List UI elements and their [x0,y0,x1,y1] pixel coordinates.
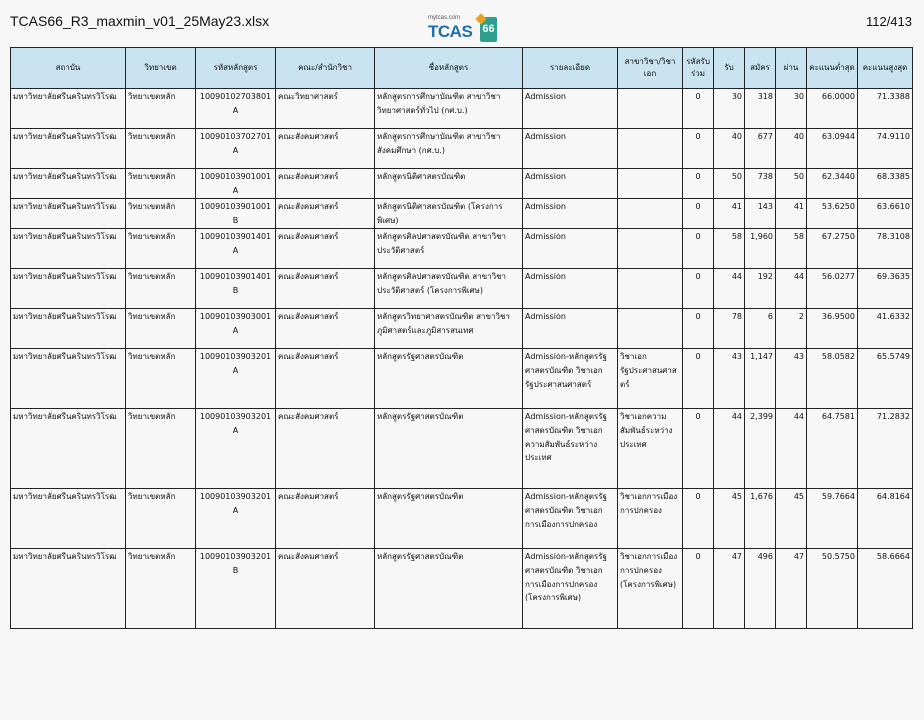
col-major: สาขาวิชา/วิชาเอก [618,48,683,89]
table-row [11,169,913,199]
cell-program-code: 10090103903201A [196,409,276,489]
col-pass: ผ่าน [776,48,807,89]
table-row [11,129,913,169]
cell-campus: วิทยาเขตหลัก [126,169,196,199]
cell-min-score: 62.3440 [807,169,858,199]
cell-detail: Admission [523,229,618,269]
cell-program-name: หลักสูตรนิติศาสตรบัณฑิต [375,169,523,199]
cell-major [618,129,683,169]
cell-faculty: คณะสังคมศาสตร์ [276,269,375,309]
cell-faculty: คณะวิทยาศาสตร์ [276,89,375,129]
cell-max-score: 68.3385 [858,169,913,199]
cell-campus: วิทยาเขตหลัก [126,409,196,489]
cell-apply: 2,399 [745,409,776,489]
cell-accept: 58 [714,229,745,269]
cell-joint-code: 0 [683,409,714,489]
cell-institution: มหาวิทยาลัยศรีนครินทรวิโรฒ [11,349,126,409]
cell-faculty: คณะสังคมศาสตร์ [276,489,375,549]
cell-detail: Admission-หลักสูตรรัฐศาสตรบัณฑิต วิชาเอกการเมืองการปกครอง (โครงการพิเศษ) [523,549,618,629]
cell-accept: 45 [714,489,745,549]
cell-program-code: 10090103901401A [196,229,276,269]
cell-major: วิชาเอกรัฐประศาสนศาสตร์ [618,349,683,409]
cell-accept: 50 [714,169,745,199]
table-header-row [11,48,913,89]
cell-accept: 40 [714,129,745,169]
cell-apply: 496 [745,549,776,629]
cell-joint-code: 0 [683,269,714,309]
table-body [11,89,913,629]
file-name: TCAS66_R3_maxmin_v01_25May23.xlsx [10,13,270,29]
cell-program-name: หลักสูตรรัฐศาสตรบัณฑิต [375,549,523,629]
col-faculty: คณะ/สำนักวิชา [276,48,375,89]
cell-major [618,89,683,129]
cell-min-score: 59.7664 [807,489,858,549]
cell-program-name: หลักสูตรการศึกษาบัณฑิต สาขาวิชาวิทยาศาสตร์ทั่วไป (กศ.บ.) [375,89,523,129]
cell-institution: มหาวิทยาลัยศรีนครินทรวิโรฒ [11,549,126,629]
cell-faculty: คณะสังคมศาสตร์ [276,349,375,409]
cell-joint-code: 0 [683,129,714,169]
cell-apply: 318 [745,89,776,129]
table-row [11,269,913,309]
cell-joint-code: 0 [683,549,714,629]
page-number: 112/413 [865,14,912,29]
cell-max-score: 41.6332 [858,309,913,349]
logo-number-badge: 66 [480,17,497,42]
cell-program-name: หลักสูตรศิลปศาสตรบัณฑิต สาขาวิชาประวัติศาสตร์ (โครงการพิเศษ) [375,269,523,309]
cell-joint-code: 0 [683,199,714,229]
cell-program-name: หลักสูตรวิทยาศาสตรบัณฑิต สาขาวิชาภูมิศาสตร์และภูมิสารสนเทศ [375,309,523,349]
cell-institution: มหาวิทยาลัยศรีนครินทรวิโรฒ [11,199,126,229]
col-institution: สถาบัน [11,48,126,89]
cell-major: วิชาเอกความสัมพันธ์ระหว่างประเทศ [618,409,683,489]
col-accept: รับ [714,48,745,89]
cell-max-score: 74.9110 [858,129,913,169]
cell-program-code: 10090103903201A [196,349,276,409]
cell-detail: Admission-หลักสูตรรัฐศาสตรบัณฑิต วิชาเอกความสัมพันธ์ระหว่างประเทศ [523,409,618,489]
col-joint-code: รหัสรับร่วม [683,48,714,89]
cell-pass: 50 [776,169,807,199]
cell-detail: Admission [523,89,618,129]
cell-campus: วิทยาเขตหลัก [126,229,196,269]
col-min-score: คะแนนต่ำสุด [807,48,858,89]
cell-max-score: 64.8164 [858,489,913,549]
cell-pass: 44 [776,269,807,309]
cell-major [618,269,683,309]
cell-pass: 45 [776,489,807,549]
cell-pass: 43 [776,349,807,409]
cell-apply: 738 [745,169,776,199]
cell-min-score: 58.0582 [807,349,858,409]
table-row [11,199,913,229]
col-campus: วิทยาเขต [126,48,196,89]
cell-institution: มหาวิทยาลัยศรีนครินทรวิโรฒ [11,229,126,269]
cell-campus: วิทยาเขตหลัก [126,89,196,129]
table-row [11,349,913,409]
col-max-score: คะแนนสูงสุด [858,48,913,89]
table-row [11,89,913,129]
cell-campus: วิทยาเขตหลัก [126,309,196,349]
cell-apply: 1,960 [745,229,776,269]
cell-program-name: หลักสูตรรัฐศาสตรบัณฑิต [375,349,523,409]
cell-max-score: 78.3108 [858,229,913,269]
cell-apply: 6 [745,309,776,349]
table-row [11,549,913,629]
admission-table [10,47,913,629]
cell-pass: 30 [776,89,807,129]
cell-min-score: 64.7581 [807,409,858,489]
cell-accept: 43 [714,349,745,409]
col-apply: สมัคร [745,48,776,89]
cell-institution: มหาวิทยาลัยศรีนครินทรวิโรฒ [11,309,126,349]
cell-campus: วิทยาเขตหลัก [126,549,196,629]
cell-min-score: 56.0277 [807,269,858,309]
logo-word: TCAS [428,22,473,41]
cell-joint-code: 0 [683,229,714,269]
cell-min-score: 50.5750 [807,549,858,629]
cell-apply: 1,676 [745,489,776,549]
cell-program-code: 10090103903201A [196,489,276,549]
cell-min-score: 63.0944 [807,129,858,169]
cell-detail: Admission [523,269,618,309]
cell-campus: วิทยาเขตหลัก [126,349,196,409]
page-header [0,0,924,46]
cell-max-score: 69.3635 [858,269,913,309]
cell-joint-code: 0 [683,169,714,199]
cell-joint-code: 0 [683,489,714,549]
col-program-code: รหัสหลักสูตร [196,48,276,89]
cell-joint-code: 0 [683,349,714,409]
table-row [11,229,913,269]
cell-joint-code: 0 [683,89,714,129]
cell-apply: 143 [745,199,776,229]
cell-pass: 44 [776,409,807,489]
cell-campus: วิทยาเขตหลัก [126,269,196,309]
cell-accept: 44 [714,409,745,489]
cell-apply: 192 [745,269,776,309]
cell-institution: มหาวิทยาลัยศรีนครินทรวิโรฒ [11,129,126,169]
cell-max-score: 71.3388 [858,89,913,129]
cell-min-score: 66.0000 [807,89,858,129]
cell-major: วิชาเอกการเมืองการปกครอง [618,489,683,549]
cell-faculty: คณะสังคมศาสตร์ [276,409,375,489]
cell-major [618,199,683,229]
cell-accept: 30 [714,89,745,129]
cell-max-score: 71.2832 [858,409,913,489]
cell-max-score: 58.6664 [858,549,913,629]
cell-program-name: หลักสูตรการศึกษาบัณฑิต สาขาวิชาสังคมศึกษา (กศ.บ.) [375,129,523,169]
cell-pass: 40 [776,129,807,169]
cell-detail: Admission-หลักสูตรรัฐศาสตรบัณฑิต วิชาเอกการเมืองการปกครอง [523,489,618,549]
cell-major [618,309,683,349]
cell-campus: วิทยาเขตหลัก [126,199,196,229]
logo-site-text: mytcas.com [428,15,461,21]
cell-accept: 44 [714,269,745,309]
cell-min-score: 36.9500 [807,309,858,349]
cell-program-code: 10090103702701A [196,129,276,169]
cell-apply: 677 [745,129,776,169]
cell-detail: Admission [523,129,618,169]
cell-detail: Admission-หลักสูตรรัฐศาสตรบัณฑิต วิชาเอกรัฐประศาสนศาสตร์ [523,349,618,409]
cell-pass: 2 [776,309,807,349]
cell-program-code: 10090103903201B [196,549,276,629]
cell-detail: Admission [523,309,618,349]
cell-institution: มหาวิทยาลัยศรีนครินทรวิโรฒ [11,409,126,489]
cell-pass: 41 [776,199,807,229]
cell-faculty: คณะสังคมศาสตร์ [276,129,375,169]
cell-detail: Admission [523,169,618,199]
cell-program-name: หลักสูตรรัฐศาสตรบัณฑิต [375,409,523,489]
cell-accept: 78 [714,309,745,349]
cell-max-score: 63.6610 [858,199,913,229]
cell-institution: มหาวิทยาลัยศรีนครินทรวิโรฒ [11,489,126,549]
cell-program-code: 10090103901401B [196,269,276,309]
cell-institution: มหาวิทยาลัยศรีนครินทรวิโรฒ [11,269,126,309]
cell-detail: Admission [523,199,618,229]
cell-min-score: 67.2750 [807,229,858,269]
cell-accept: 41 [714,199,745,229]
cell-min-score: 53.6250 [807,199,858,229]
cell-major [618,169,683,199]
table-row [11,309,913,349]
cell-program-name: หลักสูตรศิลปศาสตรบัณฑิต สาขาวิชาประวัติศาสตร์ [375,229,523,269]
col-detail: รายละเอียด [523,48,618,89]
cell-campus: วิทยาเขตหลัก [126,129,196,169]
table-row [11,489,913,549]
cell-faculty: คณะสังคมศาสตร์ [276,549,375,629]
cell-major: วิชาเอกการเมืองการปกครอง (โครงการพิเศษ) [618,549,683,629]
cell-faculty: คณะสังคมศาสตร์ [276,169,375,199]
cell-apply: 1,147 [745,349,776,409]
table-row [11,409,913,489]
cell-pass: 58 [776,229,807,269]
cell-program-code: 10090102703801A [196,89,276,129]
cell-pass: 47 [776,549,807,629]
cell-institution: มหาวิทยาลัยศรีนครินทรวิโรฒ [11,169,126,199]
cell-faculty: คณะสังคมศาสตร์ [276,199,375,229]
cell-program-code: 10090103903001A [196,309,276,349]
cell-joint-code: 0 [683,309,714,349]
cell-program-code: 10090103901001A [196,169,276,199]
cell-program-code: 10090103901001B [196,199,276,229]
cell-faculty: คณะสังคมศาสตร์ [276,229,375,269]
cell-max-score: 65.5749 [858,349,913,409]
tcas-logo [428,15,500,45]
cell-institution: มหาวิทยาลัยศรีนครินทรวิโรฒ [11,89,126,129]
cell-major [618,229,683,269]
cell-campus: วิทยาเขตหลัก [126,489,196,549]
cell-program-name: หลักสูตรรัฐศาสตรบัณฑิต [375,489,523,549]
col-program-name: ชื่อหลักสูตร [375,48,523,89]
cell-faculty: คณะสังคมศาสตร์ [276,309,375,349]
cell-accept: 47 [714,549,745,629]
cell-program-name: หลักสูตรนิติศาสตรบัณฑิต (โครงการพิเศษ) [375,199,523,229]
